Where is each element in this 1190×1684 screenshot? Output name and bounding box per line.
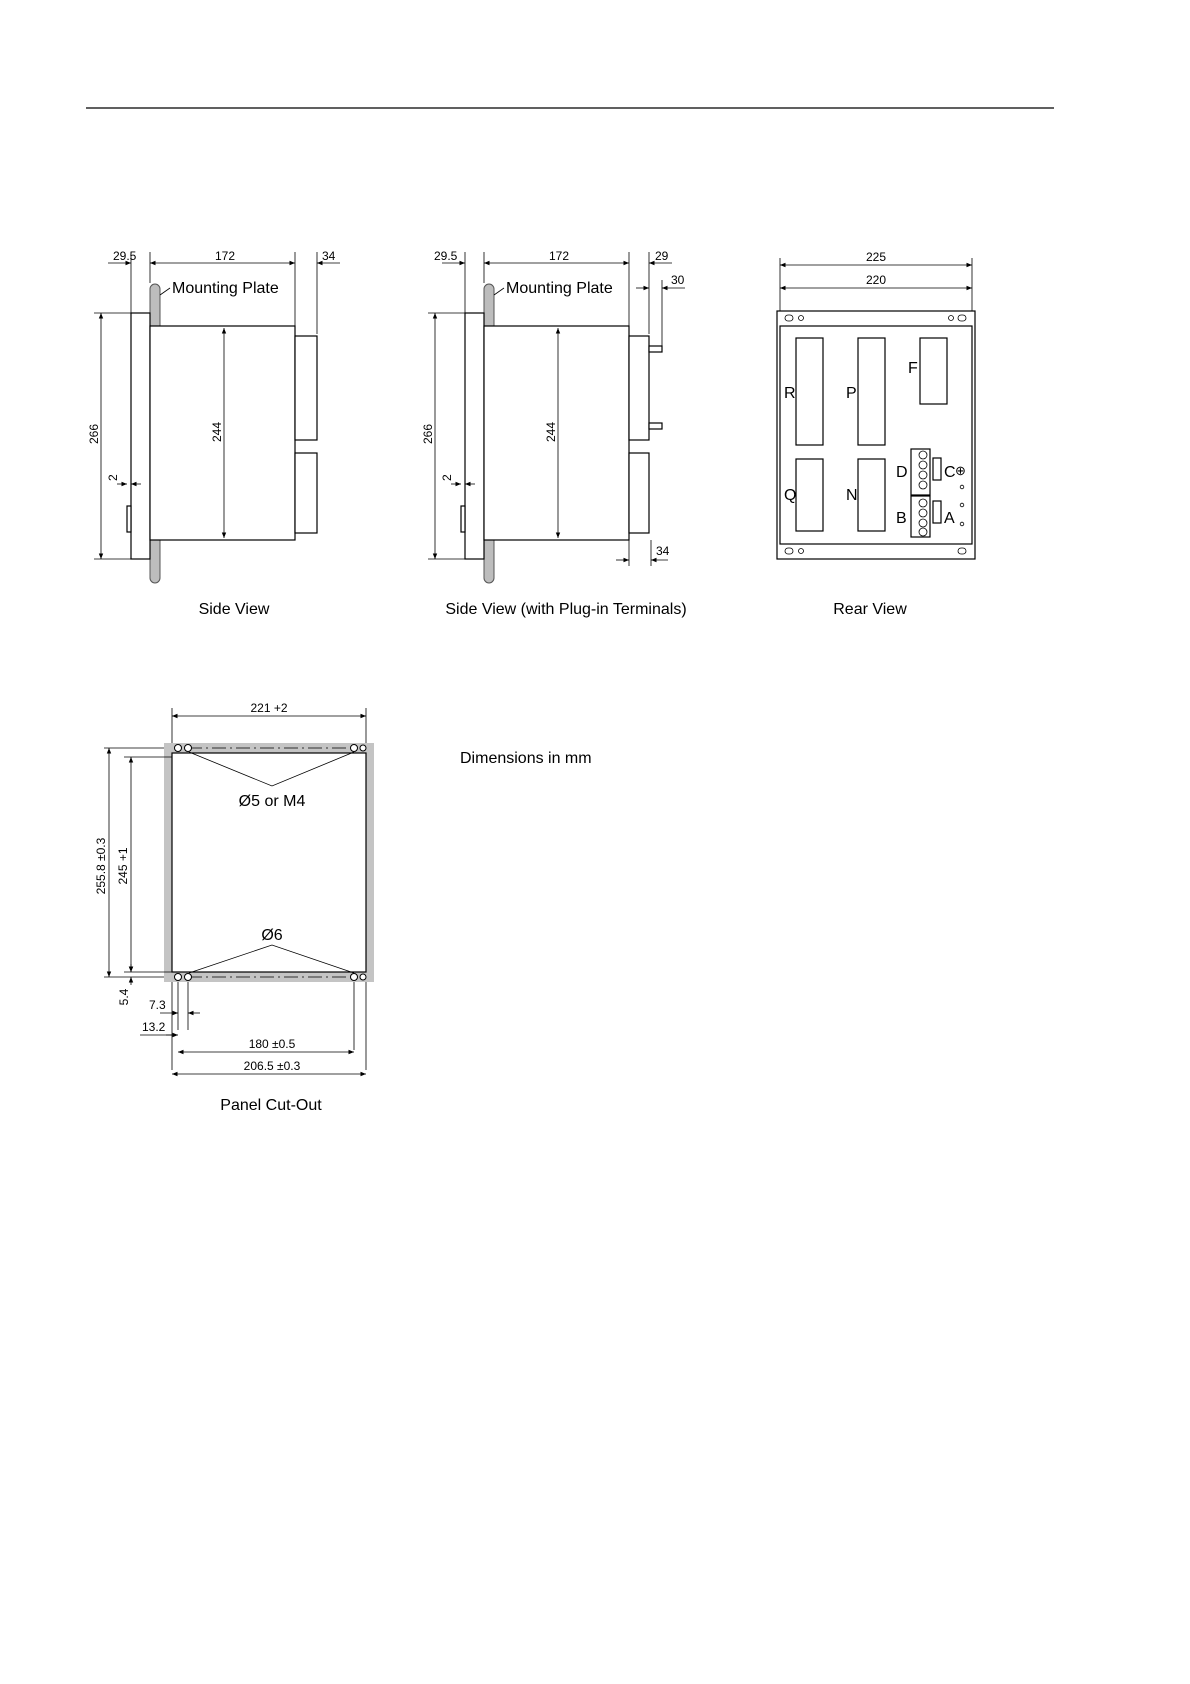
hole-top-label: Ø5 or M4 [238, 793, 306, 810]
plug-in-terminal-upper [649, 346, 662, 352]
slot-r [796, 338, 823, 445]
connector-a [933, 501, 941, 523]
panel-cutout-caption: Panel Cut-Out [220, 1097, 322, 1114]
slot-label-b: B [896, 510, 907, 527]
units-note: Dimensions in mm [460, 750, 592, 767]
side-mounting-plate-label: Mounting Plate [172, 280, 279, 297]
side-dim-gap: 2 [106, 474, 120, 481]
rear-dim-inner: 220 [865, 273, 887, 287]
cutout-dim-span-2: 206.5 ±0.3 [243, 1059, 301, 1073]
plugin-dim-height: 266 [421, 423, 435, 444]
slot-label-c: C [944, 464, 956, 481]
hole-bottom-label: Ø6 [261, 927, 283, 944]
plugin-view-caption: Side View (with Plug-in Terminals) [445, 601, 687, 618]
plugin-dim-rear: 29 [655, 249, 669, 263]
side-view-caption: Side View [198, 601, 270, 618]
cutout-dim-offset-2: 13.2 [142, 1020, 166, 1034]
slot-q [796, 459, 823, 531]
slot-label-p: P [846, 385, 857, 402]
slot-label-r: R [784, 385, 796, 402]
panel-cutout-drawing [94, 701, 374, 1074]
side-dim-depth: 172 [215, 249, 236, 263]
slot-label-d: D [896, 464, 908, 481]
plugin-connector-upper [629, 336, 649, 440]
slot-n [858, 459, 885, 531]
cutout-dim-offset-v: 5.4 [117, 988, 131, 1006]
plugin-front-panel [465, 313, 484, 559]
plugin-mounting-plate-label: Mounting Plate [506, 280, 613, 297]
slot-p [858, 338, 885, 445]
cutout-dim-offset-1: 7.3 [149, 998, 166, 1012]
side-dim-rear: 34 [322, 249, 336, 263]
earth-icon: ⊕ [955, 463, 966, 478]
cutout-dim-width: 221 +2 [250, 701, 288, 715]
plugin-dim-front: 29.5 [434, 249, 458, 263]
slot-label-n: N [846, 487, 858, 504]
cutout-dim-height-inner: 245 +1 [116, 847, 130, 885]
plugin-dim-pin: 30 [671, 273, 685, 287]
slot-f [920, 338, 947, 404]
slot-label-f: F [908, 360, 918, 377]
side-dim-inner: 244 [210, 421, 224, 442]
rear-view-caption: Rear View [833, 601, 907, 618]
rear-connector-upper [295, 336, 317, 440]
cutout-dim-height-outer: 255.8 ±0.3 [94, 837, 108, 895]
cutout-dim-span-1: 180 ±0.5 [248, 1037, 296, 1051]
plugin-connector-lower [629, 453, 649, 533]
plugin-dim-gap: 2 [440, 474, 454, 481]
front-panel [131, 313, 150, 559]
rear-connector-lower [295, 453, 317, 533]
plugin-dim-inner: 244 [544, 421, 558, 442]
rear-dim-outer: 225 [865, 250, 887, 264]
plugin-dim-depth: 172 [549, 249, 570, 263]
slot-label-q: Q [784, 487, 797, 504]
side-view-plugin-drawing [421, 249, 685, 583]
plug-in-terminal-lower [649, 423, 662, 429]
plugin-dim-bottom: 34 [656, 544, 670, 558]
side-dim-front: 29.5 [113, 249, 137, 263]
slot-label-a: A [944, 510, 955, 527]
side-view-drawing [87, 249, 340, 583]
side-dim-height: 266 [87, 423, 101, 444]
connector-c [933, 458, 941, 480]
